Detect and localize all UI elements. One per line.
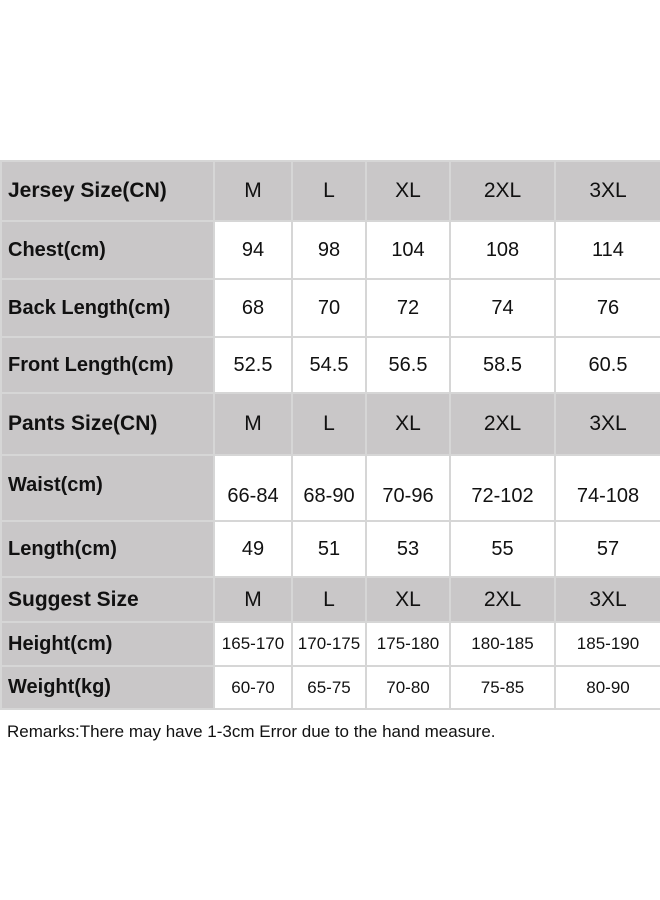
table-cell: 58.5	[450, 337, 555, 393]
table-cell: 114	[555, 221, 660, 279]
table-cell: 57	[555, 521, 660, 577]
table-cell: 185-190	[555, 622, 660, 666]
jersey-header-row	[1, 161, 660, 221]
table-cell: 66-84	[214, 455, 292, 521]
table-cell: 54.5	[292, 337, 366, 393]
size-header-cell: 2XL	[450, 161, 555, 221]
table-cell: 104	[366, 221, 450, 279]
size-header-cell: L	[292, 161, 366, 221]
size-header-cell: 3XL	[555, 393, 660, 455]
table-cell: 75-85	[450, 666, 555, 709]
size-header-cell: XL	[366, 577, 450, 622]
size-header-cell: M	[214, 161, 292, 221]
table-cell: 72-102	[450, 455, 555, 521]
table-cell: 76	[555, 279, 660, 337]
size-header-cell: 2XL	[450, 393, 555, 455]
table-cell: 108	[450, 221, 555, 279]
table-cell: 60-70	[214, 666, 292, 709]
table-row	[1, 337, 660, 393]
table-cell: 170-175	[292, 622, 366, 666]
row-label: Waist(cm)	[1, 455, 214, 521]
size-header-cell: L	[292, 577, 366, 622]
row-label: Chest(cm)	[1, 221, 214, 279]
size-header-cell: M	[214, 577, 292, 622]
table-row	[1, 521, 660, 577]
size-header-cell: 3XL	[555, 577, 660, 622]
table-cell: 175-180	[366, 622, 450, 666]
table-cell: 70-96	[366, 455, 450, 521]
suggest-size-label: Suggest Size	[1, 577, 214, 622]
table-cell: 60.5	[555, 337, 660, 393]
table-cell: 165-170	[214, 622, 292, 666]
remarks-note: Remarks:There may have 1-3cm Error due to the hand measure.	[7, 722, 496, 741]
size-header-cell: M	[214, 393, 292, 455]
row-label: Weight(kg)	[1, 666, 214, 709]
table-cell: 70-80	[366, 666, 450, 709]
table-cell: 74-108	[555, 455, 660, 521]
size-header-cell: XL	[366, 393, 450, 455]
row-label: Front Length(cm)	[1, 337, 214, 393]
table-cell: 53	[366, 521, 450, 577]
table-cell: 98	[292, 221, 366, 279]
table-cell: 56.5	[366, 337, 450, 393]
pants-size-label: Pants Size(CN)	[1, 393, 214, 455]
table-cell: 180-185	[450, 622, 555, 666]
table-cell: 80-90	[555, 666, 660, 709]
table-cell: 68	[214, 279, 292, 337]
table-cell: 68-90	[292, 455, 366, 521]
table-cell: 70	[292, 279, 366, 337]
table-row	[1, 221, 660, 279]
table-row	[1, 622, 660, 666]
table-row	[1, 279, 660, 337]
suggest-header-row	[1, 577, 660, 622]
size-header-cell: L	[292, 393, 366, 455]
table-cell: 49	[214, 521, 292, 577]
jersey-size-label: Jersey Size(CN)	[1, 161, 214, 221]
row-label: Back Length(cm)	[1, 279, 214, 337]
table-cell: 94	[214, 221, 292, 279]
table-cell: 51	[292, 521, 366, 577]
row-label: Length(cm)	[1, 521, 214, 577]
table-row	[1, 666, 660, 709]
table-cell: 55	[450, 521, 555, 577]
size-header-cell: 2XL	[450, 577, 555, 622]
size-header-cell: 3XL	[555, 161, 660, 221]
table-cell: 65-75	[292, 666, 366, 709]
size-header-cell: XL	[366, 161, 450, 221]
table-cell: 52.5	[214, 337, 292, 393]
table-cell: 72	[366, 279, 450, 337]
row-label: Height(cm)	[1, 622, 214, 666]
table-cell: 74	[450, 279, 555, 337]
pants-header-row	[1, 393, 660, 455]
size-chart-table	[0, 160, 660, 710]
table-row	[1, 455, 660, 521]
